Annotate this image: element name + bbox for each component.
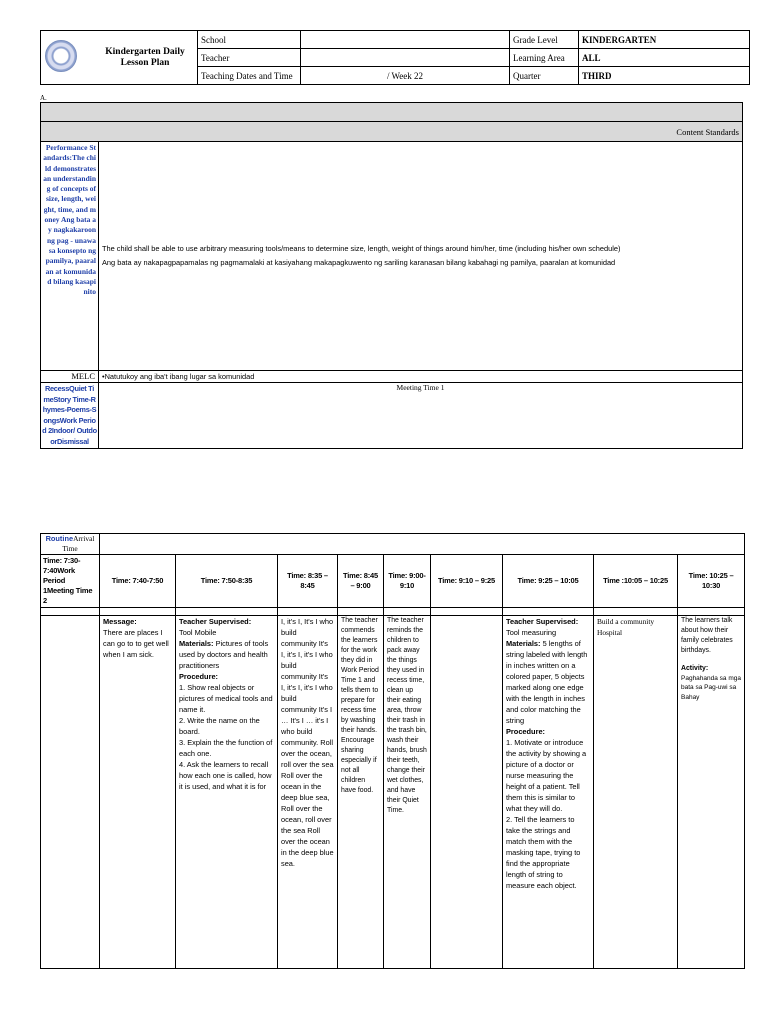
song-cell [278,616,338,969]
birthdays-activity-text: Paghahanda sa mga bata sa Pag-uwi sa Bahay [681,675,741,701]
time-header-7: Time: 9:10 – 9:25 [431,555,503,608]
community-hospital-cell [594,616,678,969]
header-table [40,30,750,85]
tool-measuring-supervised-label: Teacher Supervised: [506,617,579,626]
melc-label: MELC [41,371,99,383]
tool-mobile-procedure-label: Procedure: [179,672,219,681]
routine-sequence-label: RecessQuiet TimeStory Time-Rhymes-Poems-SongsWork Period 2Indoor/ OutdoorDismissal [41,383,99,449]
tool-mobile-supervised-label: Teacher Supervised: [179,617,252,626]
arrival-label: Arrival Time [62,534,95,553]
tool-mobile-cell [176,616,278,969]
tool-measuring-title: Tool measuring [506,628,557,637]
time-header-1: Time: 7:30-7:40Work Period 1Meeting Time 2 [41,555,100,608]
performance-text-2: Ang bata ay nakapagpapamalas ng pagmamalaki at kasiyahang makapagkuwento ng sariling karanasan bilang kabahagi ng pamilya, paaralan at komunidad [102,258,616,267]
routine-arrival-cell [41,534,100,555]
teaching-dates-value: / Week 22 [301,67,510,85]
message-label: Message: [103,617,137,626]
performance-text-1: The child shall be able to use arbitrary measuring tools/means to determine size, length, weight of things around him/her, time (including his/her own schedule) [102,244,621,253]
school-value [301,31,510,49]
recess-prep-cell [338,616,384,969]
learning-area-value: ALL [579,49,750,67]
quarter-label: Quarter [510,67,579,85]
recess-prep-text: The teacher commends the learners for the work they did in Work Period Time 1 and tells them to prepare for recess time by washing their hands. Encourage sharing especially if not all children have food. [341,617,379,794]
quiet-time-text: The teacher reminds the children to pack away the things they used in recess time, clean up their eating area, throw their trash in the trash bin, wash their hands, brush their teeth, change their wet clothes, and have their Quiet Time. [387,617,427,814]
grade-level-label: Grade Level [510,31,579,49]
tool-measuring-procedure-label: Procedure: [506,727,546,736]
teaching-dates-label: Teaching Dates and Time [198,67,301,85]
message-cell [100,616,176,969]
time-header-8: Time: 9:25 – 10:05 [503,555,594,608]
content-standards-label: Content Standards [41,122,743,142]
gray-band [41,103,743,122]
time-header-10: Time: 10:25 – 10:30 [678,555,745,608]
quarter-value: THIRD [579,67,750,85]
meeting-time-label: Meeting Time 1 [99,383,743,449]
tool-measuring-cell [503,616,594,969]
tool-mobile-steps: 1. Show real objects or pictures of medical tools and name it. 2. Write the name on the board. 3. Explain the the function of each one. 4. Ask the learners to recall how each one is called, how it is used, and what it is for [179,683,273,791]
time-header-9: Time :10:05 – 10:25 [594,555,678,608]
school-label: School [198,31,301,49]
time-header-4: Time: 8:35 – 8:45 [278,555,338,608]
tool-measuring-materials-label: Materials: [506,639,541,648]
routine-table [40,533,745,969]
learning-area-label: Learning Area [510,49,579,67]
performance-standards-label: Performance Standards:The child demonstrates an understanding of concepts of size, length, weight, time, and money Ang bata ay nagkakaroon ng pag - unawa sa konsepto ng pamilya, paaralan at komunidad bilang kasapi nito [41,142,99,371]
tool-mobile-title: Tool Mobile [179,628,217,637]
message-text: There are places I can go to to get well when I am sick. [103,628,169,659]
time-header-2: Time: 7:40-7:50 [100,555,176,608]
routine-empty-cell [41,616,100,969]
routine-label: Routine [45,534,74,543]
teacher-value [301,49,510,67]
birthdays-cell [678,616,745,969]
song-lyrics: I, it's I, It's I who build community It's I, it's I, it's I who build community It's I, it's I, it's I who build community It's I … It's I … it's I who build community. Roll over the ocean, roll over the sea Roll over the ocean in the deep blue sea, Roll over the ocean, roll over the sea Roll over the ocean in the deep blue sea. [281,617,334,868]
teacher-label: Teacher [198,49,301,67]
section-marker: A. [40,94,47,102]
melc-text: •Natutukoy ang iba't ibang lugar sa komunidad [99,371,743,383]
standards-table [40,102,743,449]
birthdays-text: The learners talk about how their family celebrates birthdays. [681,617,733,654]
tool-mobile-materials-text: Pictures of tools used by doctors and health practitioners [179,639,269,670]
time-header-6: Time: 9:00-9:10 [384,555,431,608]
time-header-5: Time: 8:45 – 9:00 [338,555,384,608]
empty-routine-cell [431,616,503,969]
tool-measuring-materials-text: 5 lengths of string labeled with length in inches written on a colored paper, 5 objects marked along one edge with the length in inches and color matching the string [506,639,588,725]
community-hospital-text: Build a community Hospital [597,617,655,637]
quiet-time-cell [384,616,431,969]
tool-measuring-steps: 1. Motivate or introduce the activity by showing a picture of a doctor or nurse measuring the height of a patient. Tell them this is similar to what they will do. 2. Tell the learners to take the strings and match them with the masking tape, trying to find the appropriate length of string to measure each object. [506,738,587,890]
tool-mobile-materials-label: Materials: [179,639,214,648]
grade-level-value: KINDERGARTEN [579,31,750,49]
performance-standards-text [99,142,743,371]
document-title: Kindergarten Daily Lesson Plan [93,31,198,85]
time-header-3: Time: 7:50-8:35 [176,555,278,608]
birthdays-activity-label: Activity: [681,665,709,672]
